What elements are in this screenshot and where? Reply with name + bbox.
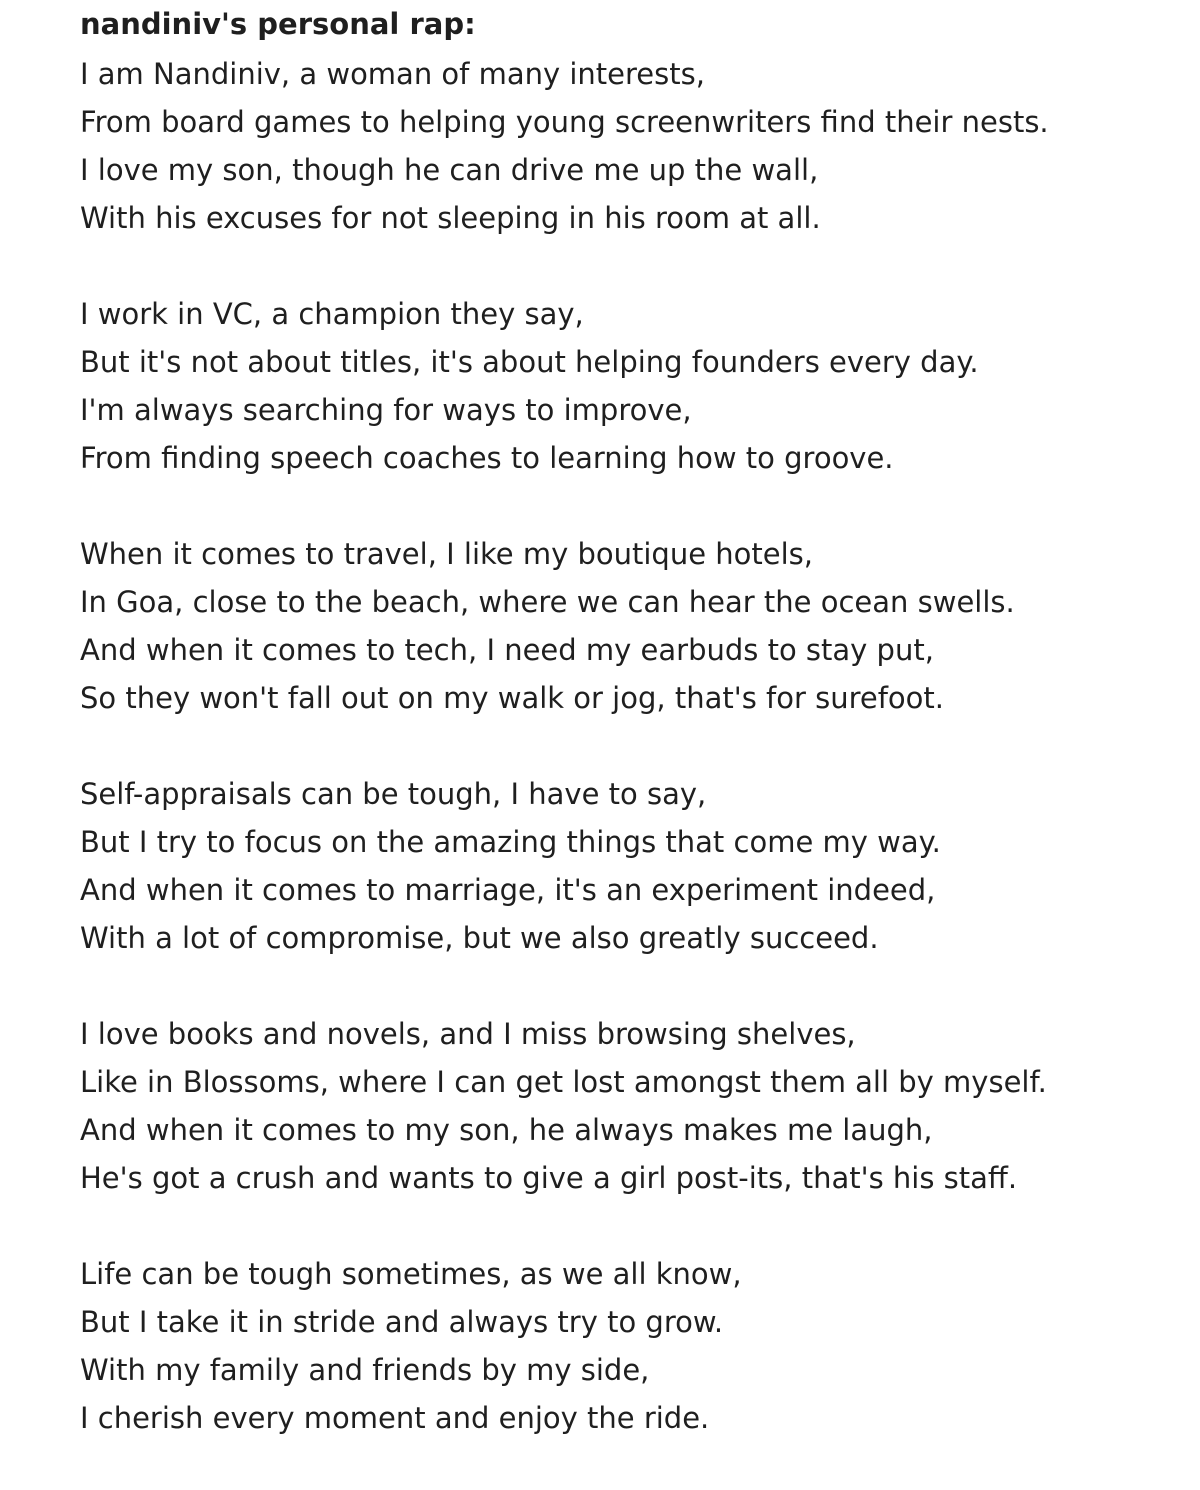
verse-line: I love my son, though he can drive me up the wall, [80,153,819,187]
verse-line: And when it comes to my son, he always makes me laugh, [80,1113,933,1147]
stanza-6 [80,1250,1160,1442]
verse-line: With my family and friends by my side, [80,1353,650,1387]
verse-line: Self-appraisals can be tough, I have to say, [80,777,707,811]
stanza-2 [80,290,1160,482]
stanza-3 [80,530,1160,722]
stanza-5 [80,1010,1160,1202]
verse-line: Life can be tough sometimes, as we all know, [80,1257,742,1291]
rap-title: nandiniv's personal rap: [80,7,476,41]
verse-line: I am Nandiniv, a woman of many interests, [80,57,705,91]
verse-line: But it's not about titles, it's about helping founders every day. [80,345,979,379]
verse-line: But I take it in stride and always try to grow. [80,1305,724,1339]
verse-line: When it comes to travel, I like my boutique hotels, [80,537,814,571]
verse-line: I work in VC, a champion they say, [80,297,584,331]
verse-line: I love books and novels, and I miss browsing shelves, [80,1017,856,1051]
verse-line: From finding speech coaches to learning how to groove. [80,441,894,475]
verse-line: Like in Blossoms, where I can get lost amongst them all by myself. [80,1065,1047,1099]
verse-line: So they won't fall out on my walk or jog, that's for surefoot. [80,681,945,715]
verse-line: I'm always searching for ways to improve, [80,393,692,427]
verse-line: But I try to focus on the amazing things that come my way. [80,825,941,859]
stanza-4 [80,770,1160,962]
verse-line: And when it comes to tech, I need my earbuds to stay put, [80,633,934,667]
verse-line: And when it comes to marriage, it's an experiment indeed, [80,873,936,907]
verse-line: From board games to helping young screenwriters find their nests. [80,105,1049,139]
verse-line: He's got a crush and wants to give a girl post-its, that's his staff. [80,1161,1018,1195]
stanza-1 [80,50,1160,242]
verse-line: I cherish every moment and enjoy the ride. [80,1401,710,1435]
verse-line: In Goa, close to the beach, where we can hear the ocean swells. [80,585,1015,619]
verse-line: With his excuses for not sleeping in his room at all. [80,201,821,235]
verse-line: With a lot of compromise, but we also greatly succeed. [80,921,879,955]
rap-document [80,2,1160,1490]
